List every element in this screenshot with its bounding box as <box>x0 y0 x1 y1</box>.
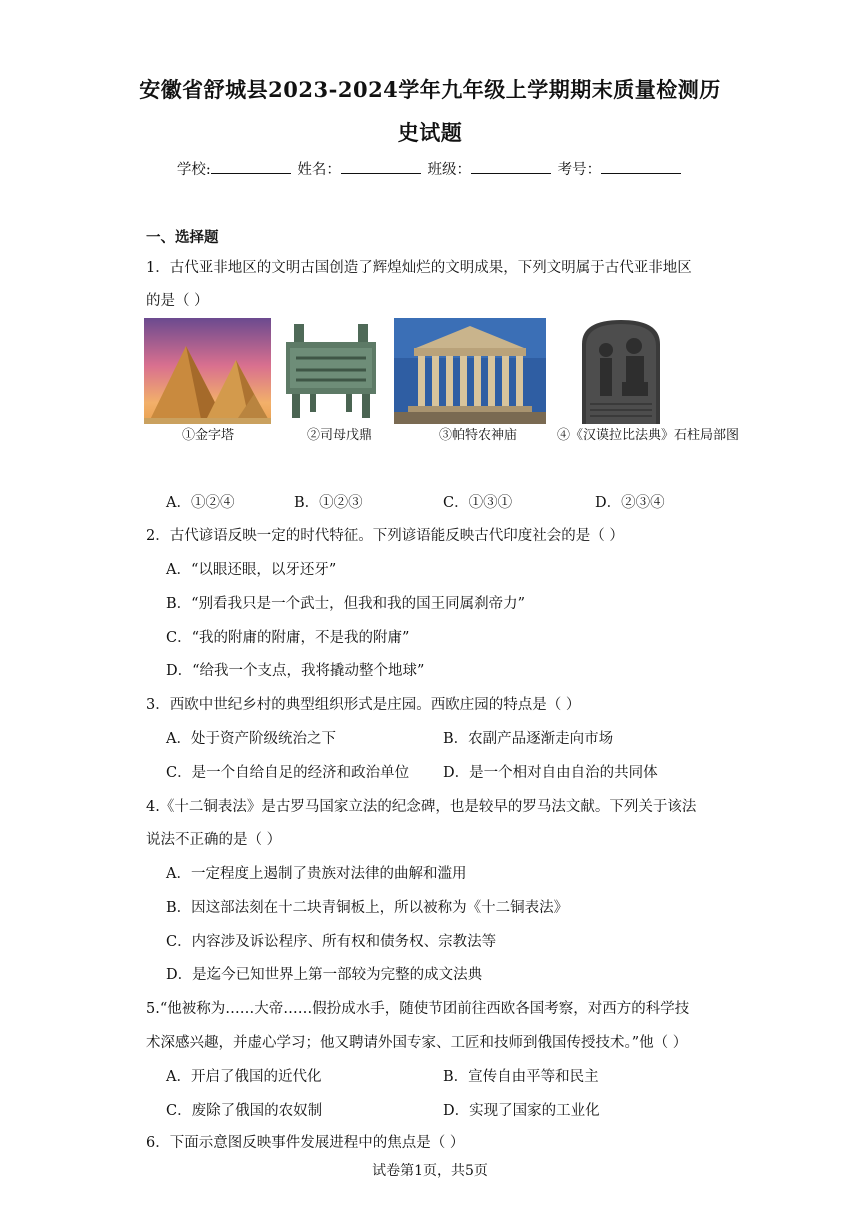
q4-stem-line1: 4.《十二铜表法》是古罗马国家立法的纪念碑，也是较早的罗马法文献。下列关于该法 <box>146 799 697 815</box>
school-label: 学校: <box>176 162 211 178</box>
student-info-row <box>0 158 860 179</box>
parthenon-image <box>394 318 546 424</box>
q1-option-d[interactable]: D．②③④ <box>595 495 665 511</box>
q5-option-b[interactable]: B．宣传自由平等和民主 <box>443 1069 599 1085</box>
q3-option-d[interactable]: D．是一个相对自由自治的共同体 <box>443 765 658 781</box>
bronze-ding-image <box>278 318 384 424</box>
q6-stem: 6．下面示意图反映事件发展进程中的焦点是（ ） <box>146 1135 465 1151</box>
pyramid-image <box>144 318 271 424</box>
q2-option-a[interactable]: A．“以眼还眼，以牙还牙” <box>166 562 337 578</box>
exam-no-field[interactable] <box>601 161 681 174</box>
q4-option-d[interactable]: D．是迄今已知世界上第一部较为完整的成文法典 <box>166 967 483 983</box>
q1-stem-line1: 1．古代亚非地区的文明古国创造了辉煌灿烂的文明成果，下列文明属于古代亚非地区 <box>146 260 692 276</box>
q4-option-a[interactable]: A．一定程度上遏制了贵族对法律的曲解和滥用 <box>166 866 467 882</box>
page-footer: 试卷第1页，共5页 <box>372 1163 488 1179</box>
q2-option-c[interactable]: C．“我的附庸的附庸，不是我的附庸” <box>166 630 410 646</box>
q5-stem-line1: 5.“他被称为……大帝……假扮成水手，随使节团前往西欧各国考察，对西方的科学技 <box>146 1001 690 1017</box>
class-label: 班级： <box>427 162 471 178</box>
q1-stem-line2: 的是（ ） <box>146 293 209 309</box>
q3-option-a[interactable]: A．处于资产阶级统治之下 <box>166 731 336 747</box>
caption-4: ④《汉谟拉比法典》石柱局部图 <box>557 428 740 443</box>
q5-option-a[interactable]: A．开启了俄国的近代化 <box>166 1069 322 1085</box>
hammurabi-stele-image <box>576 318 666 424</box>
q1-option-b[interactable]: B．①②③ <box>294 495 363 511</box>
q5-option-d[interactable]: D．实现了国家的工业化 <box>443 1103 600 1119</box>
caption-1: ①金字塔 <box>182 428 235 443</box>
school-field[interactable] <box>211 161 291 174</box>
class-field[interactable] <box>471 161 551 174</box>
exam-title-line1: 安徽省舒城县2023-2024学年九年级上学期期末质量检测历 <box>139 77 721 102</box>
exam-no-label: 考号： <box>557 162 602 178</box>
q4-stem-line2: 说法不正确的是（ ） <box>146 832 282 848</box>
q4-option-c[interactable]: C．内容涉及诉讼程序、所有权和债务权、宗教法等 <box>166 934 497 950</box>
q1-option-c[interactable]: C．①③① <box>443 495 513 511</box>
name-field[interactable] <box>341 161 421 174</box>
q3-stem: 3．西欧中世纪乡村的典型组织形式是庄园。西欧庄园的特点是（ ） <box>146 697 581 713</box>
caption-3: ③帕特农神庙 <box>439 428 518 443</box>
q3-option-b[interactable]: B．农副产品逐渐走向市场 <box>443 731 614 747</box>
section-heading: 一、选择题 <box>146 229 219 246</box>
q2-option-d[interactable]: D．“给我一个支点，我将撬动整个地球” <box>166 663 425 679</box>
q5-stem-line2: 术深感兴趣，并虚心学习；他又聘请外国专家、工匠和技师到俄国传授技术。”他（ ） <box>146 1035 688 1051</box>
q3-option-c[interactable]: C．是一个自给自足的经济和政治单位 <box>166 765 410 781</box>
q1-option-a[interactable]: A．①②④ <box>166 495 235 511</box>
exam-title-line2: 史试题 <box>397 120 463 145</box>
caption-2: ②司母戊鼎 <box>307 428 373 443</box>
q2-option-b[interactable]: B．“别看我只是一个武士，但我和我的国王同属刹帝力” <box>166 596 525 612</box>
q2-stem: 2．古代谚语反映一定的时代特征。下列谚语能反映古代印度社会的是（ ） <box>146 528 624 544</box>
q5-option-c[interactable]: C．废除了俄国的农奴制 <box>166 1103 323 1119</box>
q4-option-b[interactable]: B．因这部法刻在十二块青铜板上，所以被称为《十二铜表法》 <box>166 900 569 916</box>
name-label: 姓名： <box>297 162 341 178</box>
